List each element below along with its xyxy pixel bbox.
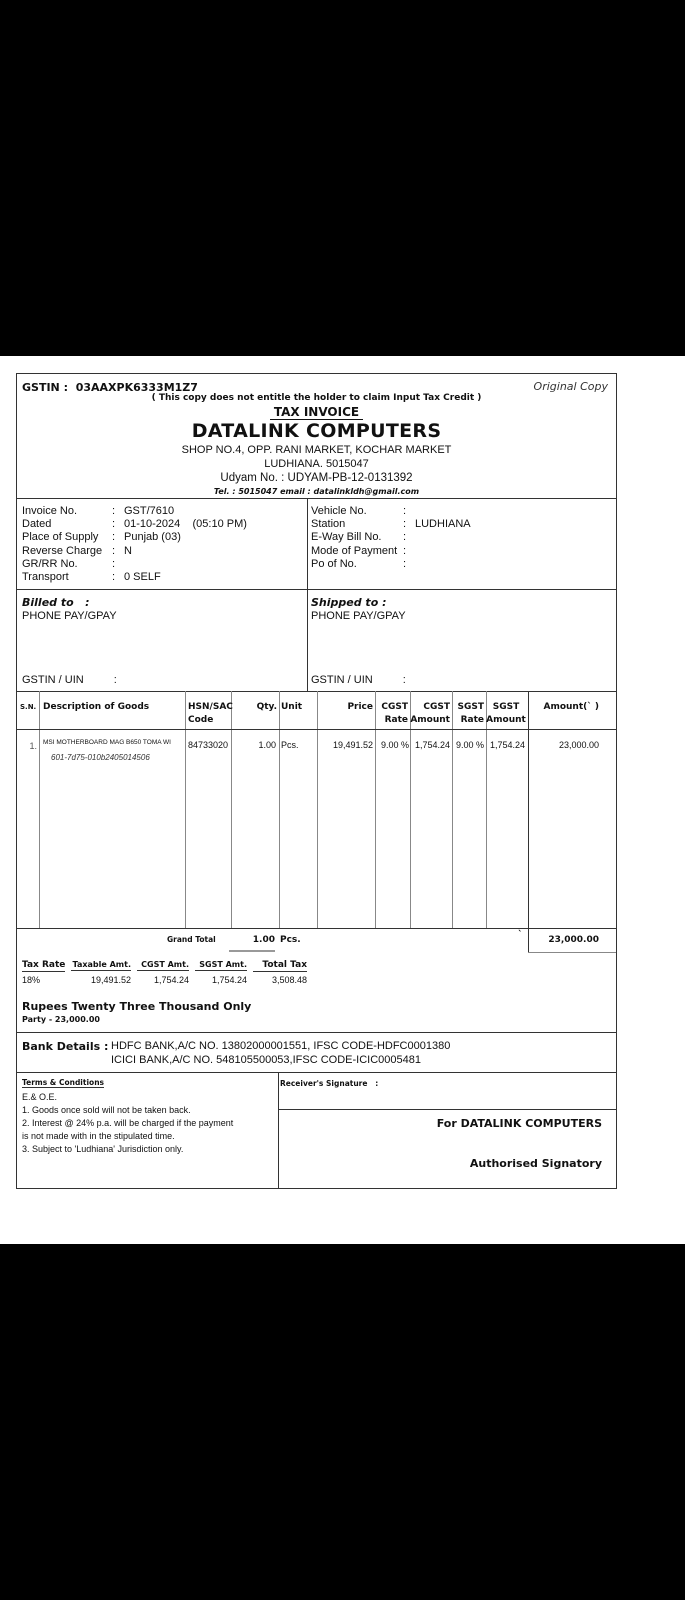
terms-line: 1. Goods once sold will not be taken back. bbox=[22, 1105, 191, 1115]
meta-row bbox=[311, 518, 471, 531]
meta-label: Station bbox=[311, 518, 346, 531]
divider bbox=[17, 729, 616, 730]
terms-line: 2. Interest @ 24% p.a. will be charged if the payment bbox=[22, 1118, 234, 1128]
meta-row bbox=[311, 545, 471, 558]
bank-details-label: Bank Details : bbox=[22, 1040, 109, 1053]
th-qty: Qty. bbox=[256, 702, 277, 712]
meta-label: Invoice No. bbox=[22, 505, 78, 517]
divider bbox=[17, 928, 616, 929]
row-cgst-rate: 9.00 % bbox=[380, 740, 409, 750]
row-hsn: 84733020 bbox=[188, 740, 229, 750]
meta-label: Dated bbox=[22, 518, 52, 531]
invoice-frame bbox=[16, 373, 617, 1189]
th-sgst-amount bbox=[486, 701, 526, 727]
amount-in-words: Rupees Twenty Three Thousand Only bbox=[22, 1000, 252, 1013]
tax-summary-header-taxable: Taxable Amt. bbox=[72, 960, 131, 969]
meta-row bbox=[311, 558, 471, 571]
amount-underline bbox=[528, 952, 616, 953]
meta-sep: : bbox=[112, 505, 116, 517]
for-company: For DATALINK COMPUTERS bbox=[436, 1117, 602, 1130]
th-price: Price bbox=[347, 702, 373, 712]
meta-row bbox=[22, 531, 247, 544]
reverse-charge: N bbox=[124, 544, 132, 557]
meta-sep: : bbox=[403, 505, 407, 517]
meta-sep: : bbox=[112, 544, 116, 557]
meta-label: Place of Supply bbox=[22, 531, 99, 544]
divider bbox=[278, 1109, 616, 1110]
terms-list bbox=[22, 1091, 233, 1156]
billed-gstin-sep: : bbox=[113, 674, 117, 686]
divider bbox=[17, 589, 616, 590]
place-of-supply: Punjab (03) bbox=[124, 531, 181, 544]
th-description: Description of Goods bbox=[43, 702, 150, 712]
currency-mark: ` bbox=[518, 930, 523, 940]
th-sgst-rate-line1: SGST bbox=[457, 702, 484, 712]
billed-to-name: PHONE PAY/GPAY bbox=[22, 610, 117, 622]
row-amount: 23,000.00 bbox=[558, 740, 599, 750]
meta-sep: : bbox=[403, 531, 407, 544]
row-sn: 1. bbox=[29, 741, 37, 751]
terms-heading: Terms & Conditions bbox=[22, 1078, 104, 1087]
th-hsn-line2: Code bbox=[188, 715, 214, 725]
copy-type: Original Copy bbox=[533, 380, 608, 393]
divider bbox=[278, 1072, 279, 1189]
shipped-gstin-label: GSTIN / UIN bbox=[311, 674, 373, 686]
th-unit: Unit bbox=[281, 702, 303, 712]
th-cgst-amount bbox=[410, 701, 450, 727]
tax-summary-sgst: 1,754.24 bbox=[211, 975, 247, 985]
terms-line: is not made with in the stipulated time. bbox=[22, 1131, 175, 1141]
doc-title bbox=[17, 405, 616, 419]
row-unit: Pcs. bbox=[281, 740, 299, 750]
th-sgst-amount-line2: Amount bbox=[486, 715, 526, 725]
row-description: MSI MOTHERBOARD MAG B650 TOMA WI bbox=[43, 739, 171, 746]
tax-summary-header-cgst: CGST Amt. bbox=[137, 960, 189, 971]
th-sgst-rate bbox=[452, 701, 484, 727]
row-price: 19,491.52 bbox=[332, 740, 373, 750]
tax-summary-header-sgst: SGST Amt. bbox=[195, 960, 247, 971]
divider bbox=[17, 1072, 616, 1073]
meta-sep: : bbox=[112, 571, 116, 584]
th-cgst-amount-line2: Amount bbox=[410, 715, 450, 725]
col-divider bbox=[317, 691, 318, 928]
th-cgst-rate-line1: CGST bbox=[381, 702, 408, 712]
meta-label: E-Way Bill No. bbox=[311, 531, 382, 544]
meta-sep: : bbox=[403, 544, 407, 557]
th-sn: S.N. bbox=[20, 703, 37, 711]
tax-summary-rate: 18% bbox=[22, 975, 41, 985]
party-amount: Party - 23,000.00 bbox=[22, 1015, 100, 1024]
col-divider bbox=[279, 691, 280, 928]
meta-row bbox=[311, 505, 471, 518]
shipped-gstin bbox=[311, 674, 406, 686]
terms-line: E.& O.E. bbox=[22, 1092, 58, 1102]
transport: 0 SELF bbox=[124, 571, 161, 584]
th-hsn-line1: HSN/SAC bbox=[188, 702, 233, 712]
grand-total-amount: 23,000.00 bbox=[548, 935, 599, 945]
invoice-meta-left bbox=[22, 505, 247, 584]
col-divider bbox=[528, 691, 529, 953]
row-sgst-amount: 1,754.24 bbox=[489, 740, 525, 750]
tax-summary-cgst: 1,754.24 bbox=[153, 975, 189, 985]
itc-notice: ( This copy does not entitle the holder to claim Input Tax Credit ) bbox=[151, 393, 482, 403]
billed-to-heading: Billed to : bbox=[22, 596, 90, 609]
meta-label: GR/RR No. bbox=[22, 557, 78, 570]
billed-gstin bbox=[22, 674, 117, 686]
doc-title-text: TAX INVOICE bbox=[270, 405, 363, 420]
meta-sep: : bbox=[403, 557, 407, 570]
station: LUDHIANA bbox=[415, 518, 471, 531]
row-sgst-rate: 9.00 % bbox=[455, 740, 484, 750]
gstin-value: 03AAXPK6333M1Z7 bbox=[75, 381, 198, 394]
grand-total-qty: 1.00 bbox=[252, 935, 275, 945]
meta-label: Vehicle No. bbox=[311, 505, 367, 517]
invoice-page bbox=[0, 356, 685, 1244]
th-amount: Amount(` ) bbox=[543, 702, 599, 712]
meta-label: Reverse Charge bbox=[22, 544, 103, 557]
meta-row bbox=[22, 505, 247, 518]
meta-label: Transport bbox=[22, 571, 69, 584]
gstin-label: GSTIN bbox=[22, 381, 60, 394]
qty-underline bbox=[229, 950, 275, 952]
gstin-sep: : bbox=[63, 381, 69, 394]
receiver-signature-label: Receiver's Signature : bbox=[280, 1079, 379, 1088]
shipped-to-name: PHONE PAY/GPAY bbox=[311, 610, 406, 622]
th-cgst-rate-line2: Rate bbox=[384, 715, 408, 725]
row-serial: 601-7d75-010b2405014506 bbox=[51, 753, 150, 762]
meta-row bbox=[22, 558, 247, 571]
shipped-gstin-sep: : bbox=[402, 674, 406, 686]
meta-row bbox=[22, 545, 247, 558]
tax-summary-total: 3,508.48 bbox=[271, 975, 307, 985]
col-divider bbox=[185, 691, 186, 928]
meta-label: Po of No. bbox=[311, 557, 357, 570]
address-line-1: SHOP NO.4, OPP. RANI MARKET, KOCHAR MARKET bbox=[181, 444, 452, 456]
th-cgst-amount-line1: CGST bbox=[423, 702, 450, 712]
invoice-number: GST/7610 bbox=[124, 505, 175, 517]
tax-summary-header-rate: Tax Rate bbox=[22, 960, 66, 970]
udyam-number: Udyam No. : UDYAM-PB-12-0131392 bbox=[220, 472, 413, 484]
row-qty: 1.00 bbox=[258, 740, 276, 750]
th-sgst-amount-line1: SGST bbox=[492, 702, 520, 712]
invoice-meta-right bbox=[311, 505, 471, 571]
grand-total-unit: Pcs. bbox=[280, 935, 301, 945]
divider bbox=[17, 1032, 616, 1033]
meta-sep: : bbox=[112, 531, 116, 544]
divider bbox=[307, 498, 308, 691]
company-name: DATALINK COMPUTERS bbox=[191, 420, 442, 442]
authorised-signatory: Authorised Signatory bbox=[469, 1157, 602, 1170]
bank-line-1: HDFC BANK,A/C NO. 13802000001551, IFSC CODE-HDFC0001380 bbox=[111, 1040, 451, 1052]
divider bbox=[17, 498, 616, 499]
address-line-2: LUDHIANA. 5015047 bbox=[264, 458, 369, 470]
terms-line: 3. Subject to 'Ludhiana' Jurisdiction only. bbox=[22, 1144, 184, 1154]
meta-sep: : bbox=[403, 518, 407, 531]
contact-line: Tel. : 5015047 email : datalinkldh@gmail.com bbox=[213, 487, 420, 496]
tax-summary-taxable: 19,491.52 bbox=[90, 975, 131, 985]
meta-row bbox=[311, 531, 471, 544]
billed-gstin-label: GSTIN / UIN bbox=[22, 674, 84, 686]
th-sgst-rate-line2: Rate bbox=[460, 715, 484, 725]
grand-total-label: Grand Total bbox=[167, 935, 216, 944]
th-cgst-rate bbox=[375, 701, 408, 727]
row-cgst-amount: 1,754.24 bbox=[414, 740, 450, 750]
meta-row bbox=[22, 571, 247, 584]
meta-row bbox=[22, 518, 247, 531]
meta-sep: : bbox=[112, 518, 116, 531]
col-divider bbox=[39, 691, 40, 928]
bank-line-2: ICICI BANK,A/C NO. 548105500053,IFSC CODE-ICIC0005481 bbox=[111, 1054, 421, 1066]
meta-label: Mode of Payment bbox=[311, 544, 398, 557]
meta-sep: : bbox=[112, 557, 116, 570]
tax-summary-header-total: Total Tax bbox=[253, 960, 307, 972]
invoice-date: 01-10-2024 (05:10 PM) bbox=[124, 518, 247, 531]
th-hsn bbox=[188, 701, 233, 727]
shipped-to-heading: Shipped to : bbox=[311, 596, 387, 609]
